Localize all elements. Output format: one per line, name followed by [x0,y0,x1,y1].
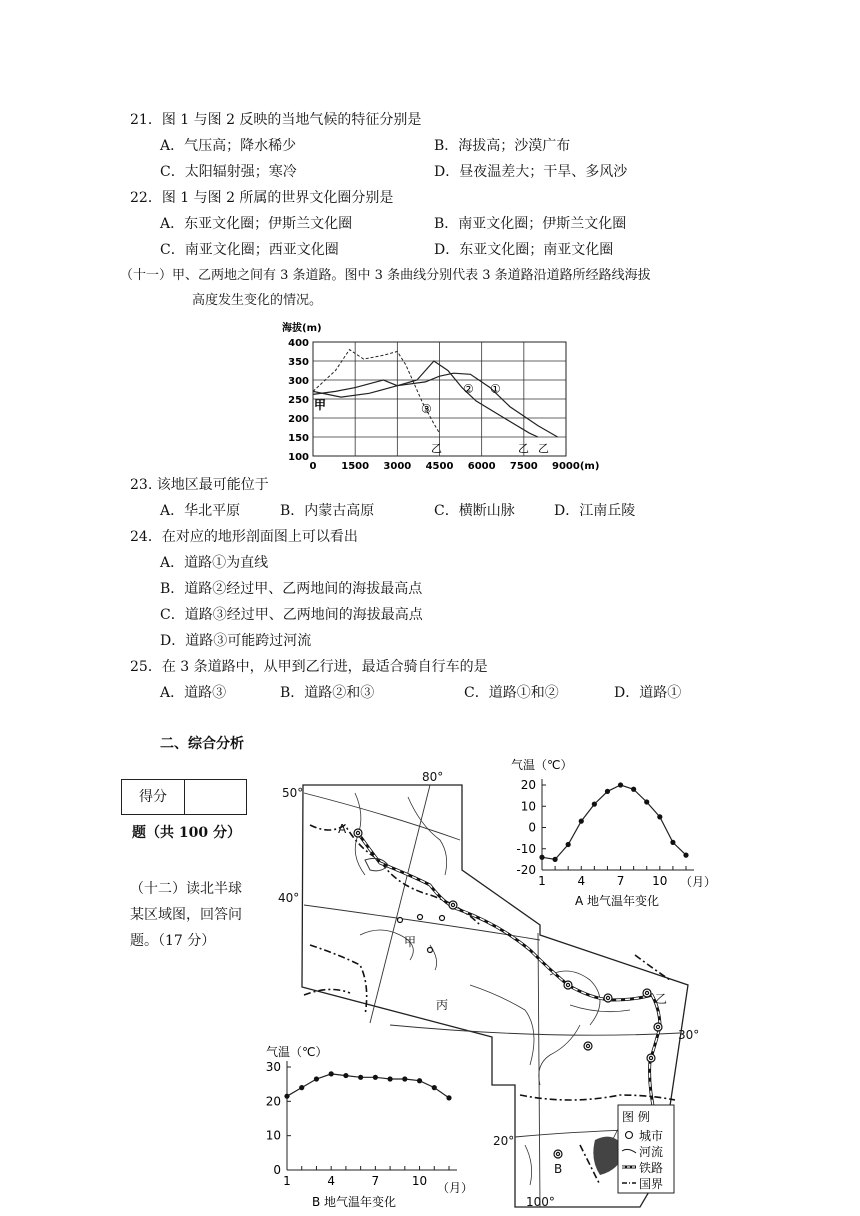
section2-title: 二、综合分析 [160,736,244,752]
temp-y-tick-label: -10 [516,841,536,856]
temp-y-tick-label: 10 [265,1128,281,1143]
elevation-x-unit: 9000(m) [552,461,600,472]
a-temp-axes [542,779,694,870]
score-value[interactable] [185,780,246,814]
elevation-y-tick: 350 [288,357,309,368]
map-lat-40-label: 40° [278,891,300,905]
temp-point [358,1075,363,1080]
elevation-y-tick: 300 [288,376,309,387]
temp-y-tick-label: 0 [273,1163,281,1177]
temp-x-tick-label: 7 [371,1174,380,1188]
temp-point [631,787,636,792]
legend-border: 国界 [639,1177,664,1191]
b-temp-ylabel: 气温（℃） [266,1045,328,1059]
q21-option-b: B．海拔高；沙漠广布 [434,138,571,154]
temp-x-tick-label: 1 [538,874,546,888]
elevation-x-tick: 0 [309,461,317,472]
q22-option-d: D．东亚文化圈；南亚文化圈 [434,242,614,258]
elevation-y-tick: 200 [288,414,309,425]
temp-point [566,842,571,847]
temp-y-tick-label: 20 [265,1094,281,1109]
elevation-x-tick: 1500 [341,461,370,472]
score-box [121,779,247,815]
map-label-a: A [338,822,347,836]
q25-option-b: B．道路②和③ [280,685,375,701]
temp-x-tick-label: 10 [652,874,668,888]
elevation-x-tick: 6000 [467,461,496,472]
q23-option-b: B．内蒙古高原 [280,503,375,519]
temp-point [446,1095,451,1100]
q21-option-a: A．气压高；降水稀少 [160,138,297,154]
q12-line3: 题。（17 分） [130,933,216,949]
elevation-series [313,350,558,437]
temp-point [387,1076,392,1081]
q23-option-c: C．横断山脉 [434,503,515,519]
temp-point [605,789,610,794]
legend-river: 河流 [639,1145,664,1159]
temp-point [592,802,597,807]
elevation-x-tick: 4500 [425,461,454,472]
q24-option-c: C．道路③经过甲、乙两地间的海拔最高点 [160,607,423,623]
temp-x-tick-label: 7 [616,874,625,888]
temp-point [343,1073,348,1078]
q22-option-c: C．南亚文化圈；西亚文化圈 [160,242,339,258]
legend-rail: 铁路 [639,1161,664,1175]
map-lon-80-label: 80° [422,770,444,784]
map-label-yi: 乙 [655,992,668,1006]
elevation-end-label-1: 乙 [538,442,549,455]
map-lat-20-label: 20° [493,1134,515,1148]
elevation-series-label-1: ① [490,382,501,396]
b-temp-series [284,1071,451,1100]
temp-point [417,1078,422,1083]
q24-stem: 24．在对应的地形剖面图上可以看出 [130,529,358,545]
elevation-series-label-3: ③ [421,402,432,416]
q24-option-d: D．道路③可能跨过河流 [160,633,312,649]
temp-point [670,840,675,845]
temp-point [299,1085,304,1090]
score-label: 得分 [122,780,185,814]
elevation-ylabel: 海拔(m) [282,323,322,334]
elevation-start-label: 甲 [314,398,327,412]
temp-point [284,1094,289,1099]
s11-intro-line2: 高度发生变化的情况。 [192,293,323,308]
q25-option-c: C．道路①和② [464,685,559,701]
temp-point [539,855,544,860]
a-temp-ylabel: 气温（℃） [511,758,573,772]
q22-stem: 22．图 1 与图 2 所属的世界文化圈分别是 [130,190,394,206]
temp-x-tick-label: 4 [327,1174,336,1188]
elevation-x-tick: 7500 [509,461,538,472]
map-legend [618,1105,674,1193]
elevation-end-label-3: 乙 [431,442,442,455]
elevation-y-tick: 400 [288,338,309,349]
elevation-y-tick: 150 [288,433,309,444]
temp-x-tick-label: 10 [411,1174,428,1188]
q25-option-a: A．道路③ [160,685,227,701]
map-lon-100-label: 100° [526,1195,555,1209]
temp-point [314,1076,319,1081]
b-temp-title: B 地气温年变化 [312,1195,397,1209]
temp-y-tick-label: 10 [520,799,536,814]
q21-stem: 21．图 1 与图 2 反映的当地气候的特征分别是 [130,112,422,128]
temp-point [329,1071,334,1076]
a-temp-chart [505,755,720,915]
temp-x-tick-label: 4 [577,874,586,888]
s11-intro-line1: （十一）甲、乙两地之间有 3 条道路。图中 3 条曲线分别代表 3 条道路沿道路所经路线海拔 [120,268,651,283]
elevation-y-ticks [288,338,309,463]
q21-option-c: C．太阳辐射强；寒冷 [160,164,297,180]
elevation-y-tick: 250 [288,395,309,406]
temp-x-tick-label: 1 [283,1174,291,1188]
section2-score-sub: 题（共 100 分） [132,825,241,841]
q22-option-b: B．南亚文化圈；伊斯兰文化圈 [434,216,627,232]
q24-option-b: B．道路②经过甲、乙两地间的海拔最高点 [160,581,423,597]
legend-city: 城市 [639,1129,664,1143]
temp-point [618,782,623,787]
temp-y-tick-label: 0 [528,820,536,835]
legend-title: 图 例 [622,1110,650,1124]
temp-y-tick-label: -20 [516,863,536,877]
a-temp-x-ticks [538,866,686,888]
map-label-jia: 甲 [404,935,417,949]
a-temp-series [539,782,688,862]
temp-point [432,1085,437,1090]
a-temp-title: A 地气温年变化 [575,894,660,908]
q12-line2: 某区域图，回答问 [130,907,242,923]
b-temp-xunit: （月） [437,1181,474,1195]
q25-stem: 25．在 3 条道路中，从甲到乙行进，最适合骑自行车的是 [130,659,488,675]
q23-stem: 23. 该地区最可能位于 [130,477,269,493]
elevation-series-label-2: ② [463,382,474,396]
temp-point [657,814,662,819]
a-temp-xunit: （月） [680,875,717,889]
b-temp-chart [262,1040,497,1210]
temp-point [373,1075,378,1080]
b-temp-x-ticks [283,1166,449,1188]
map-lat-50 [304,793,460,840]
temp-point [552,857,557,862]
q21-option-d: D．昼夜温差大；干旱、多风沙 [434,164,628,180]
temp-series-line [542,785,686,859]
q25-option-d: D．道路① [614,685,682,701]
temp-point [644,799,649,804]
elevation-y-tick: 100 [288,452,309,463]
elevation-x-tick: 3000 [383,461,412,472]
temp-point [402,1076,407,1081]
temp-y-tick-label: 20 [520,778,536,792]
temp-point [683,853,688,858]
q23-option-a: A．华北平原 [160,503,241,519]
elevation-x-ticks [310,461,600,472]
map-lat-30-label: 30° [678,1028,700,1042]
map-label-b: B [554,1162,563,1176]
q23-option-d: D．江南丘陵 [554,503,636,519]
elevation-profile-chart [280,318,600,476]
temp-series-line [287,1074,449,1098]
q12-line1: （十二）读北半球 [130,881,242,897]
temp-y-tick-label: 30 [265,1060,281,1074]
q22-option-a: A．东亚文化圈；伊斯兰文化圈 [160,216,353,232]
elevation-grid [313,342,566,456]
map-lat-50-label: 50° [282,786,304,800]
elevation-end-label-2: 乙 [518,442,529,455]
map-label-bing: 丙 [436,998,449,1012]
temp-point [579,819,584,824]
q24-option-a: A．道路①为直线 [160,555,269,571]
map-lat-30 [390,1025,680,1035]
